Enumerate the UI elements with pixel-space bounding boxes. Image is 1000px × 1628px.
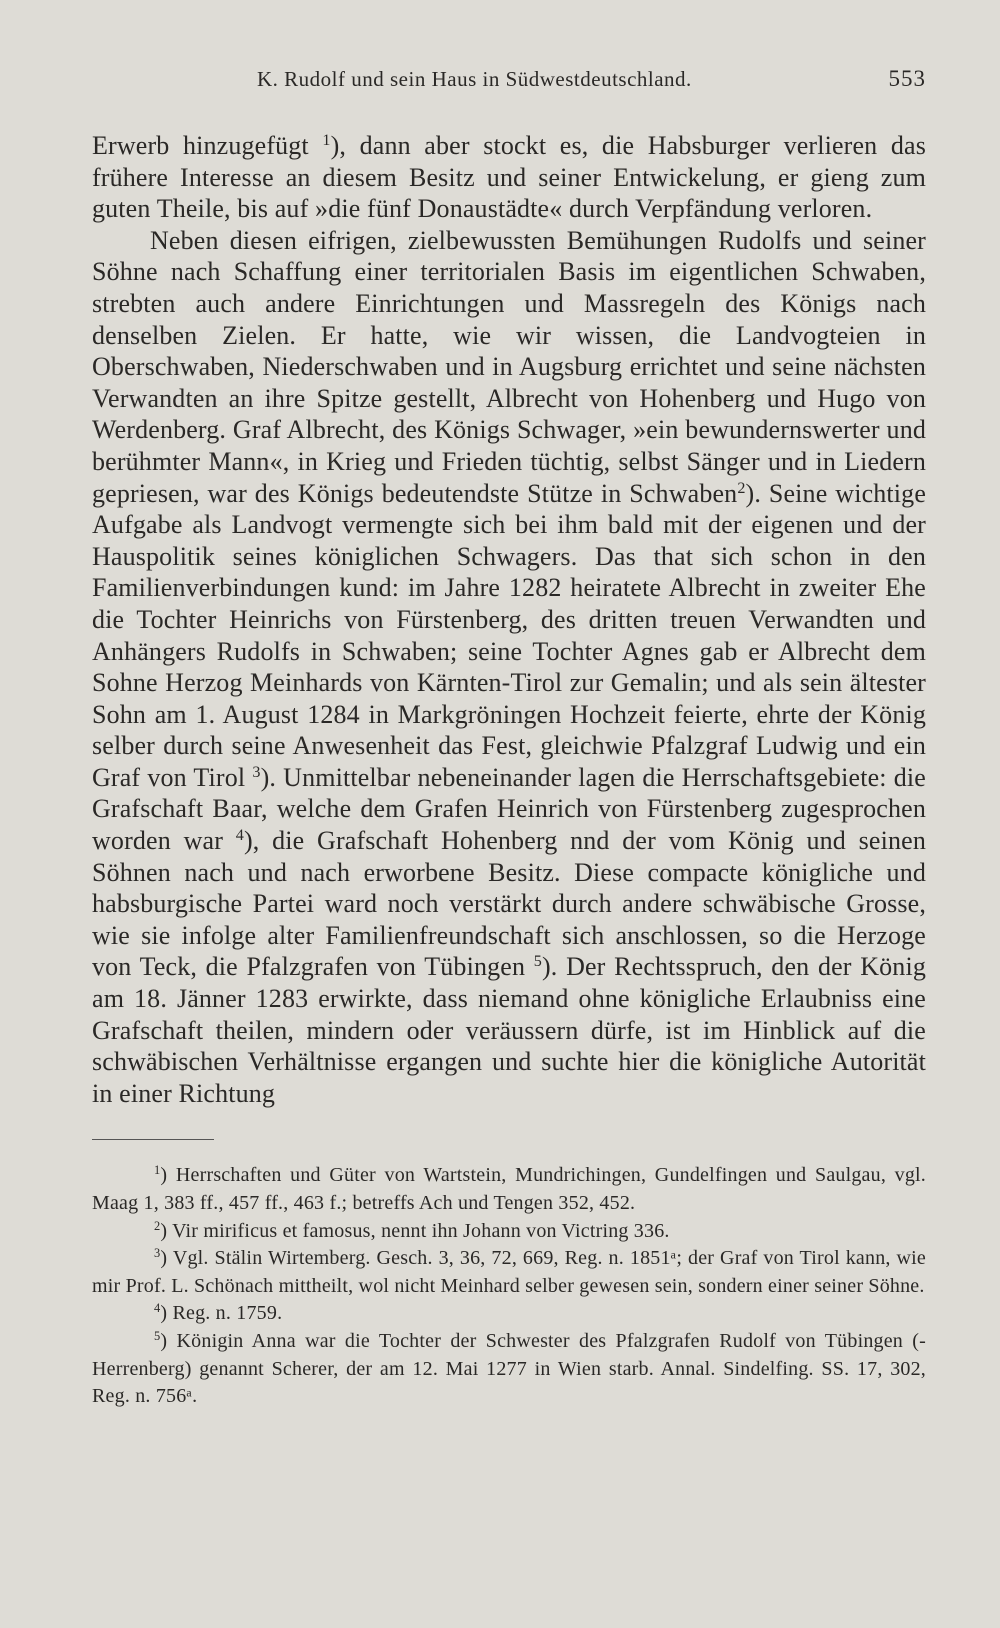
- footnote-text: ) Reg. n. 1759.: [160, 1302, 283, 1325]
- text-run: ), die Grafschaft Hohenberg nnd der vom König und seinen Söhnen nach und nach erworbene Besitz. Diese compacte königliche und habsburgische Partei ward noch verstärkt durch andere schwäbische Grosse, wie sie infolge alter Familienfreundschaft sich anschlossen, so die Herzoge von Teck, die Pfalzgrafen von Tübingen: [92, 826, 926, 982]
- footnote-1: [92, 1162, 926, 1217]
- paragraph-1: [92, 130, 926, 225]
- footnote-ref-2: 2: [737, 479, 746, 497]
- footnote-text: ) Vir mirificus et famosus, nennt ihn Johann von Victring 336.: [160, 1219, 670, 1242]
- paragraph-2: [92, 225, 926, 1110]
- footnote-mark: 4: [154, 1301, 161, 1316]
- text-run: Erwerb hinzugefügt: [92, 131, 323, 160]
- footnote-text: ) Vgl. Stälin Wirtemberg. Gesch. 3, 36, 72, 669, Reg. n. 1851ᵃ; der Graf von Tirol kann, wie mir Prof. L. Schönach mittheilt, wol nicht Meinhard selber gewesen sein, sondern einer seiner Söhne.: [92, 1247, 926, 1297]
- text-run: ). Seine wichtige Aufgabe als Landvogt vermengte sich bei ihm bald mit der eigenen und der Hauspolitik seines königlichen Schwagers. Das that sich schon in den Familienverbindungen kund: im Jahre 1282 heiratete Albrecht in zweiter Ehe die Tochter Heinrichs von Fürstenberg, des dritten treuen Verwandten und Anhängers Rudolfs in Schwaben; seine Tochter Agnes gab er Albrecht dem Sohne Herzog Meinhards von Kärnten-Tirol zur Gemalin; und als sein ältester Sohn am 1. August 1284 in Markgröningen Hochzeit feierte, ehrte der König selber durch seine Anwesenheit das Fest, gleichwie Pfalzgraf Ludwig und ein Graf von Tirol: [92, 478, 927, 792]
- footnote-ref-1: 1: [322, 132, 331, 150]
- text-run: ). Unmittelbar nebeneinander lagen die Herrschaftsgebiete: die Grafschaft Baar, welche dem Grafen Heinrich von Fürstenberg zugesprochen worden war: [92, 762, 926, 856]
- footnote-mark: 1: [154, 1163, 161, 1178]
- footnote-divider: [92, 1139, 214, 1140]
- footnote-3: [92, 1245, 926, 1300]
- running-header: [92, 66, 926, 106]
- text-run: Neben diesen eifrigen, zielbewussten Bemühungen Rudolfs und seiner Söhne nach Schaffung einer territorialen Basis im eigentlichen Schwaben, strebten auch andere Einrichtungen und Massregeln des Königs nach denselben Zielen. Er hatte, wie wir wissen, die Landvogteien in Oberschwaben, Niederschwaben und in Augsburg errichtet und seine nächsten Verwandten an ihre Spitze gestellt, Albrecht von Hohenberg und Hugo von Werdenberg. Graf Albrecht, des Königs Schwager, »ein bewundernswerter und berühmter Mann«, in Krieg und Frieden tüchtig, selbst Sänger und in Liedern gepriesen, war des Königs bedeutendste Stütze in Schwaben: [92, 225, 926, 508]
- footnote-ref-4: 4: [235, 827, 244, 845]
- footnote-mark: 3: [154, 1246, 161, 1261]
- footnote-text: ) Königin Anna war die Tochter der Schwester des Pfalzgrafen Rudolf von Tübingen (-Herrenberg) genannt Scherer, der am 12. Mai 1277 in Wien starb. Annal. Sindelfing. SS. 17, 302, Reg. n. 756ᵃ.: [92, 1329, 926, 1408]
- footnote-ref-5: 5: [533, 953, 542, 971]
- footnote-text: ) Herrschaften und Güter von Wartstein, Mundrichingen, Gundelfingen und Saulgau, vgl. Maag 1, 383 ff., 457 ff., 463 f.; betreffs Ach und Tengen 352, 452.: [92, 1164, 926, 1214]
- footnote-mark: 5: [154, 1329, 161, 1344]
- footnote-4: [92, 1300, 926, 1328]
- footnote-mark: 2: [154, 1218, 161, 1233]
- text-run: ), dann aber stockt es, die Habsburger verlieren das frühere Interesse an diesem Besitz und seiner Entwickelung, er gieng zum guten Theile, bis auf »die fünf Donaustädte« durch Verpfändung verloren.: [92, 131, 926, 224]
- running-title: K. Rudolf und sein Haus in Südwestdeutschland.: [257, 67, 692, 91]
- footnote-5: [92, 1328, 926, 1411]
- footnotes: [92, 1162, 926, 1410]
- page-number: 553: [888, 66, 926, 91]
- text-run: ). Der Rechtsspruch, den der König am 18. Jänner 1283 erwirkte, dass niemand ohne königliche Erlaubniss eine Grafschaft theilen, mindern oder veräussern dürfe, ist im Hinblick auf die schwäbischen Verhältnisse ergangen und suchte hier die königliche Autorität in einer Richtung: [92, 952, 926, 1108]
- main-text: [92, 130, 926, 1109]
- footnote-ref-3: 3: [252, 764, 261, 782]
- footnote-2: [92, 1218, 926, 1246]
